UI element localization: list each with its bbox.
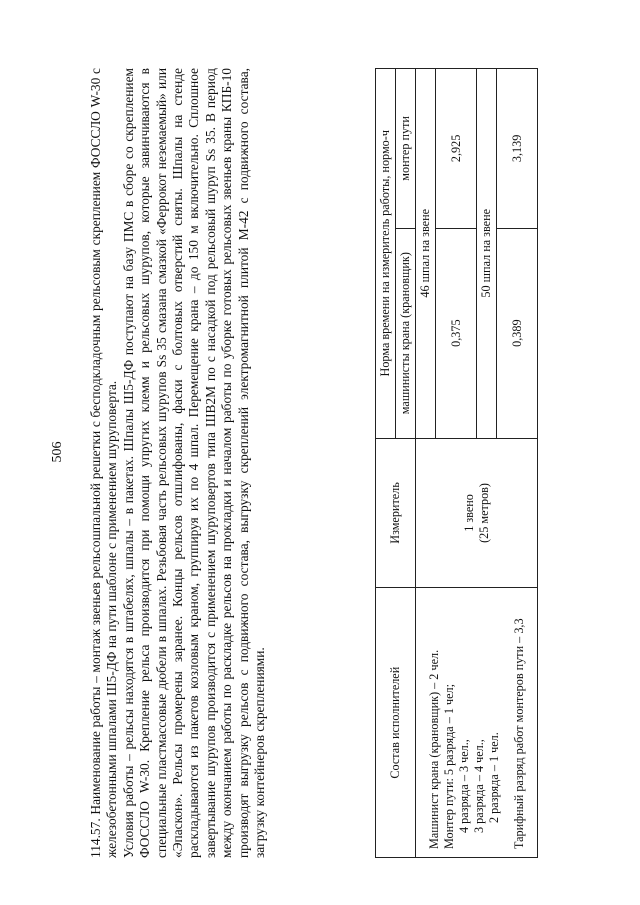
header-crane: машинисты крана (крановщик) [396,228,416,438]
section-lead: 114.57. Наименование работы – монтаж звеньев рельсошпальной решетки с бесподкладочным рельсовым скреплением ФОССЛО W-30 с железобетонными шпалами Ш5-ДФ на пути шаблоне с применением шурупoверта. [88,68,120,858]
crane-value: 0,389 [497,228,538,438]
page-number: 506 [50,441,65,463]
fitter-value: 2,925 [436,69,477,229]
table-header-row [376,69,396,858]
composition-line: Монтер пути: 5 разряда – 1 чел; [441,683,456,849]
header-composition: Состав исполнителей [376,588,416,858]
rotated-page [50,42,570,862]
meter-cell [416,438,538,588]
header-meter: Измеритель [376,438,416,588]
section-text [88,68,268,858]
meter-line: 1 звено [461,494,476,532]
norms-table [375,68,538,858]
composition-line: 2 разряда – 1 чел. [486,732,501,823]
meter-line: (25 метров) [476,483,491,543]
composition-line: 4 разряда – 3 чел., [456,739,471,833]
section-body: Условия работы – рельсы находятся в штабелях, шпалы – в пакетах. Шпалы Ш5-ДФ поступают на базу ПМС в сборе со скреплением ФОССЛО W-30. Крепление рельса производится при помощи упругих клемм и рельсовых шурупов, которые завинчиваются в специальные пластмассовые дюбели в шпалах. Резьбовая часть рельсовых шурупов Ss 35 смазана смазкой «Феррокот неземаемый» или «Эпаскон». Рельсы промерены заранее. Концы рельсов отшлифованы, фаски с болтовых отверстий сняты. Шпалы на стенде раскладываются из пакетов козловым краном, группируя их по 4 шпал. Перемещение крана – до 150 м включительно. Сплошное завертывание шурупов производится с применением шуруповертов типа ШВ2М по с насадкой под рельсовый шуруп Ss 35. В период между окончанием работы по раскладке рельсов на прокладки и началом работы по уборке готовых рельсовых звеньев краны КПБ-10 производят выгрузку рельсов с подвижного состава, выгрузку скреплений электромагнитной плитой М-42 с подвижного состава, загрузку контейнеров скреплениями. [120,68,268,858]
table-row [416,69,436,858]
group-label: 50 шпал на звене [477,69,497,439]
header-fitter: монтер пути [396,69,416,229]
composition-cell [416,588,538,858]
composition-line: Тарифный разряд работ монтеров пути – 3,3 [511,618,526,849]
composition-line: 3 разряда – 4 чел., [471,739,486,833]
fitter-value: 3,139 [497,69,538,229]
group-label: 46 шпал на звене [416,69,436,439]
crane-value: 0,375 [436,228,477,438]
header-norm: Норма времени на измеритель работы, нормо-ч [376,69,396,439]
composition-line: Машинист крана (крановщик) – 2 чел. [426,649,441,849]
